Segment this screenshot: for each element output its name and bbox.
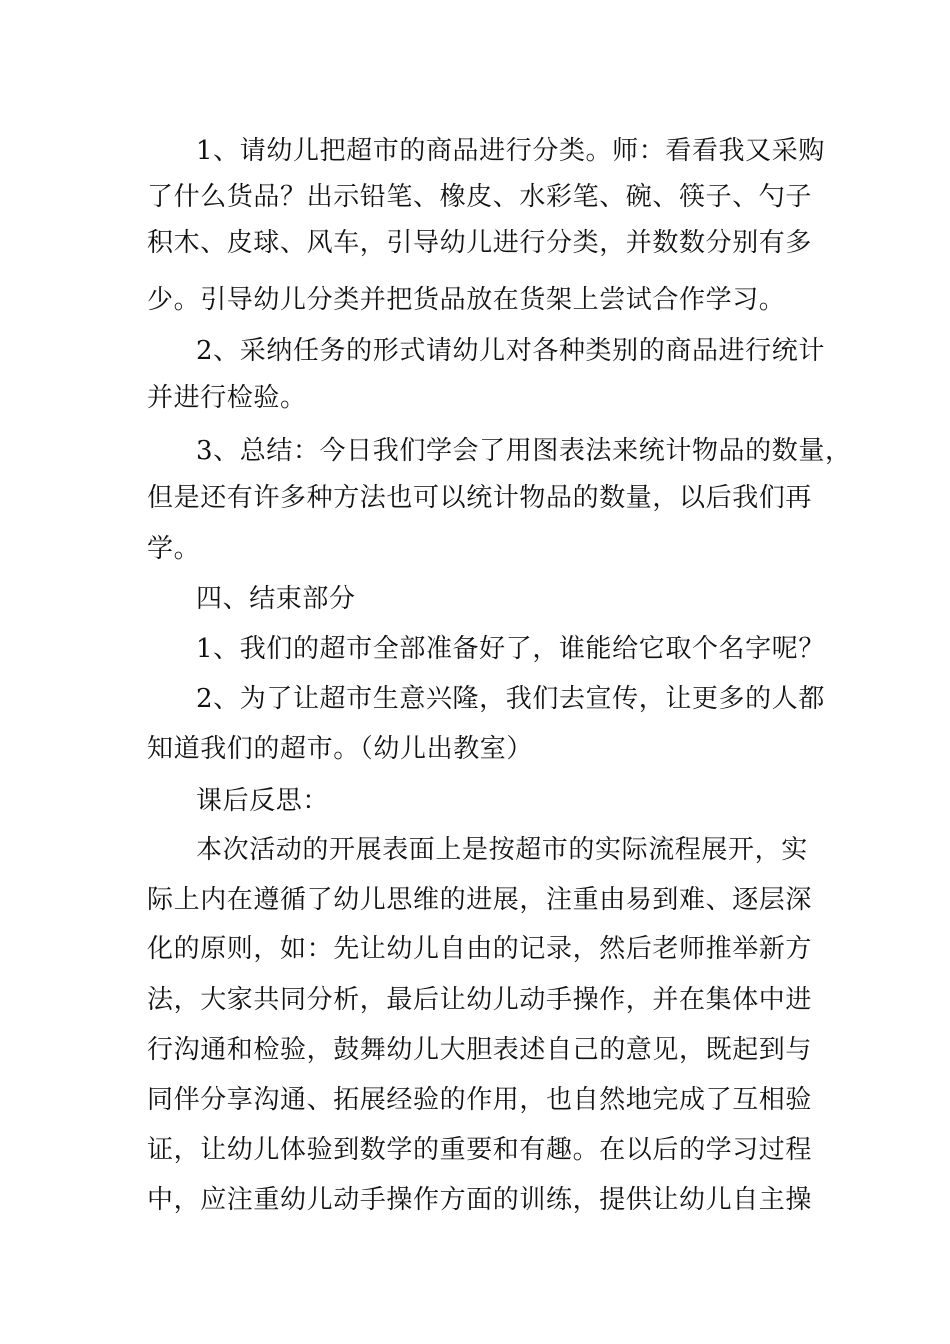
- text-line: 际上内在遵循了幼儿思维的进展，注重由易到难、逐层深: [147, 885, 813, 915]
- text-line: 1、请幼儿把超市的商品进行分类。师：看看我又采购: [196, 136, 825, 166]
- text-line: 知道我们的超市。（幼儿出教室）: [147, 734, 534, 764]
- text-line: 但是还有许多种方法也可以统计物品的数量，以后我们再: [147, 483, 813, 513]
- text-line: 化的原则，如：先让幼儿自由的记录，然后老师推举新方: [147, 934, 813, 964]
- text-line: 积木、皮球、风车，引导幼儿进行分类，并数数分别有多: [147, 228, 813, 258]
- text-line: 2、采纳任务的形式请幼儿对各种类别的商品进行统计: [196, 336, 825, 366]
- text-line: 同伴分享沟通、拓展经验的作用，也自然地完成了互相验: [147, 1085, 813, 1115]
- text-line: 学。: [147, 534, 201, 564]
- text-line: 证，让幼儿体验到数学的重要和有趣。在以后的学习过程: [147, 1135, 813, 1165]
- text-line: 1、我们的超市全部准备好了，谁能给它取个名字呢？: [196, 634, 825, 664]
- text-line: 中，应注重幼儿动手操作方面的训练，提供让幼儿自主操: [147, 1185, 813, 1215]
- text-line: 法，大家共同分析，最后让幼儿动手操作，并在集体中进: [147, 985, 813, 1015]
- section-heading: 课后反思：: [196, 786, 330, 816]
- section-heading: 四、结束部分: [196, 584, 356, 614]
- text-line: 少。引导幼儿分类并把货品放在货架上尝试合作学习。: [147, 285, 786, 315]
- text-line: 2、为了让超市生意兴隆，我们去宣传，让更多的人都: [196, 684, 825, 714]
- text-line: 行沟通和检验，鼓舞幼儿大胆表述自己的意见，既起到与: [147, 1035, 813, 1065]
- text-line: 3、总结：今日我们学会了用图表法来统计物品的数量，: [196, 436, 852, 466]
- text-line: 本次活动的开展表面上是按超市的实际流程展开，实: [196, 835, 808, 865]
- text-line: 并进行检验。: [147, 383, 307, 413]
- text-line: 了什么货品？出示铅笔、橡皮、水彩笔、碗、筷子、勺子: [147, 182, 813, 212]
